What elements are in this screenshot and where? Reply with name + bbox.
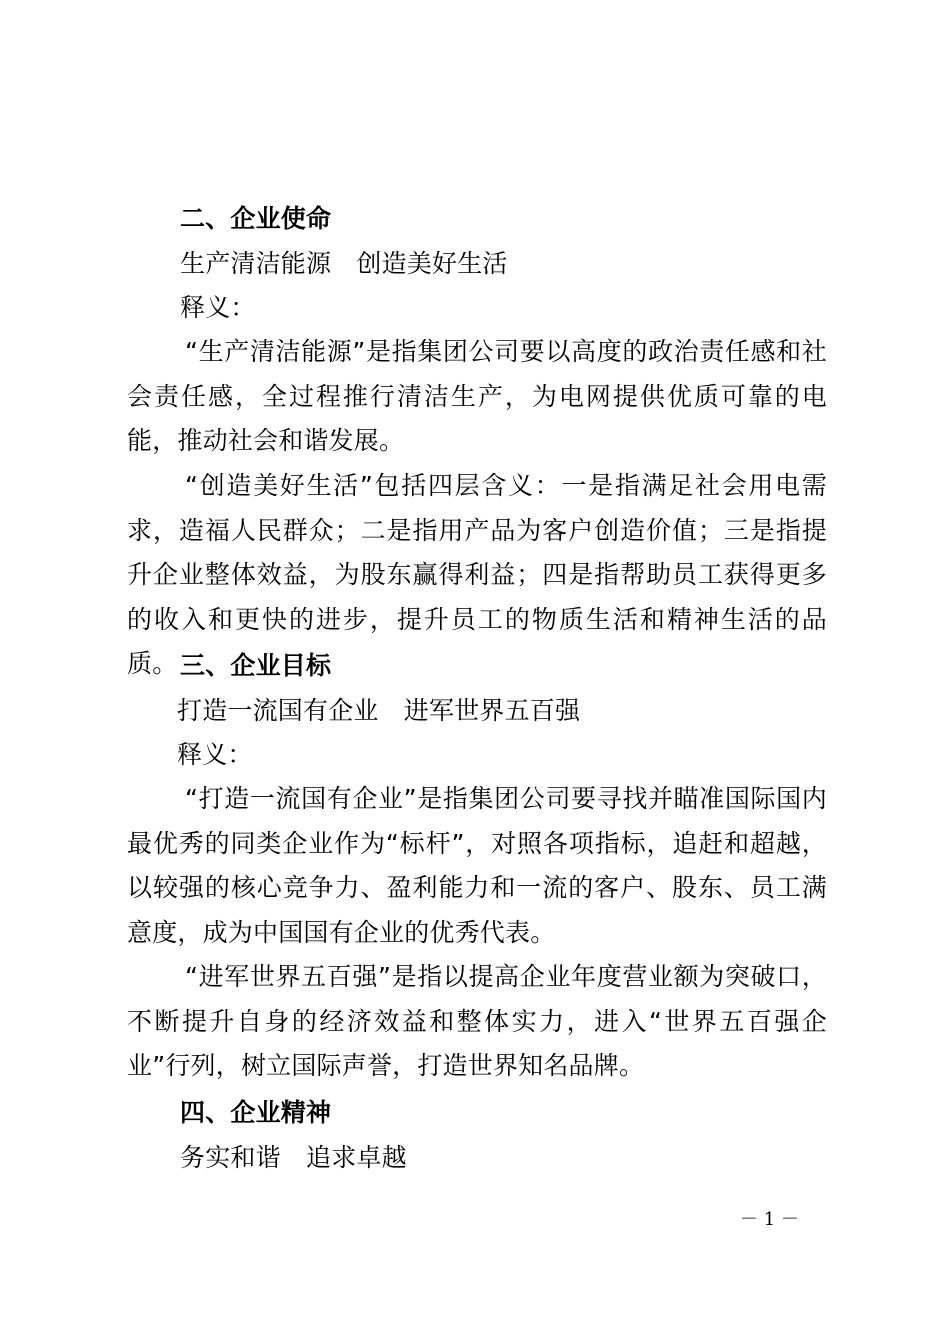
goal-interpretation-label: 释义： xyxy=(177,740,253,769)
section-heading-spirit: 四、企业精神 xyxy=(180,1098,332,1127)
goal-slogan: 打造一流国有企业 进军世界五百强 xyxy=(177,696,581,725)
section-heading-mission: 二、企业使命 xyxy=(180,204,332,233)
page-number: － 1 － xyxy=(740,1209,799,1230)
spirit-slogan: 务实和谐 追求卓越 xyxy=(180,1143,407,1172)
goal-paragraph-2: “进军世界五百强”是指以提高企业年度营业额为突破口，不断提升自身的经济效益和整体实力，进入“世界五百强企业”行列，树立国际声誉，打造世界知名品牌。 xyxy=(127,962,827,1080)
section-heading-goal: 三、企业目标 xyxy=(180,651,332,680)
mission-interpretation-label: 释义： xyxy=(180,293,256,322)
goal-paragraph-1: “打造一流国有企业”是指集团公司要寻找并瞄准国际国内最优秀的同类企业作为“标杆”，对照各项指标，追赶和超越，以较强的核心竞争力、盈利能力和一流的客户、股东、员工满意度，成为中国国有企业的优秀代表。 xyxy=(127,784,827,947)
mission-slogan: 生产清洁能源 创造美好生活 xyxy=(180,249,508,278)
mission-paragraph-2: “创造美好生活”包括四层含义：一是指满足社会用电需求，造福人民群众；二是指用产品为客户创造价值；三是指提升企业整体效益，为股东赢得利益；四是指帮助员工获得更多的收入和更快的进步，提升员工的物质生活和精神生活的品质。 xyxy=(127,471,827,678)
mission-paragraph-1: “生产清洁能源”是指集团公司要以高度的政治责任感和社会责任感，全过程推行清洁生产，为电网提供优质可靠的电能，推动社会和谐发展。 xyxy=(127,337,827,455)
